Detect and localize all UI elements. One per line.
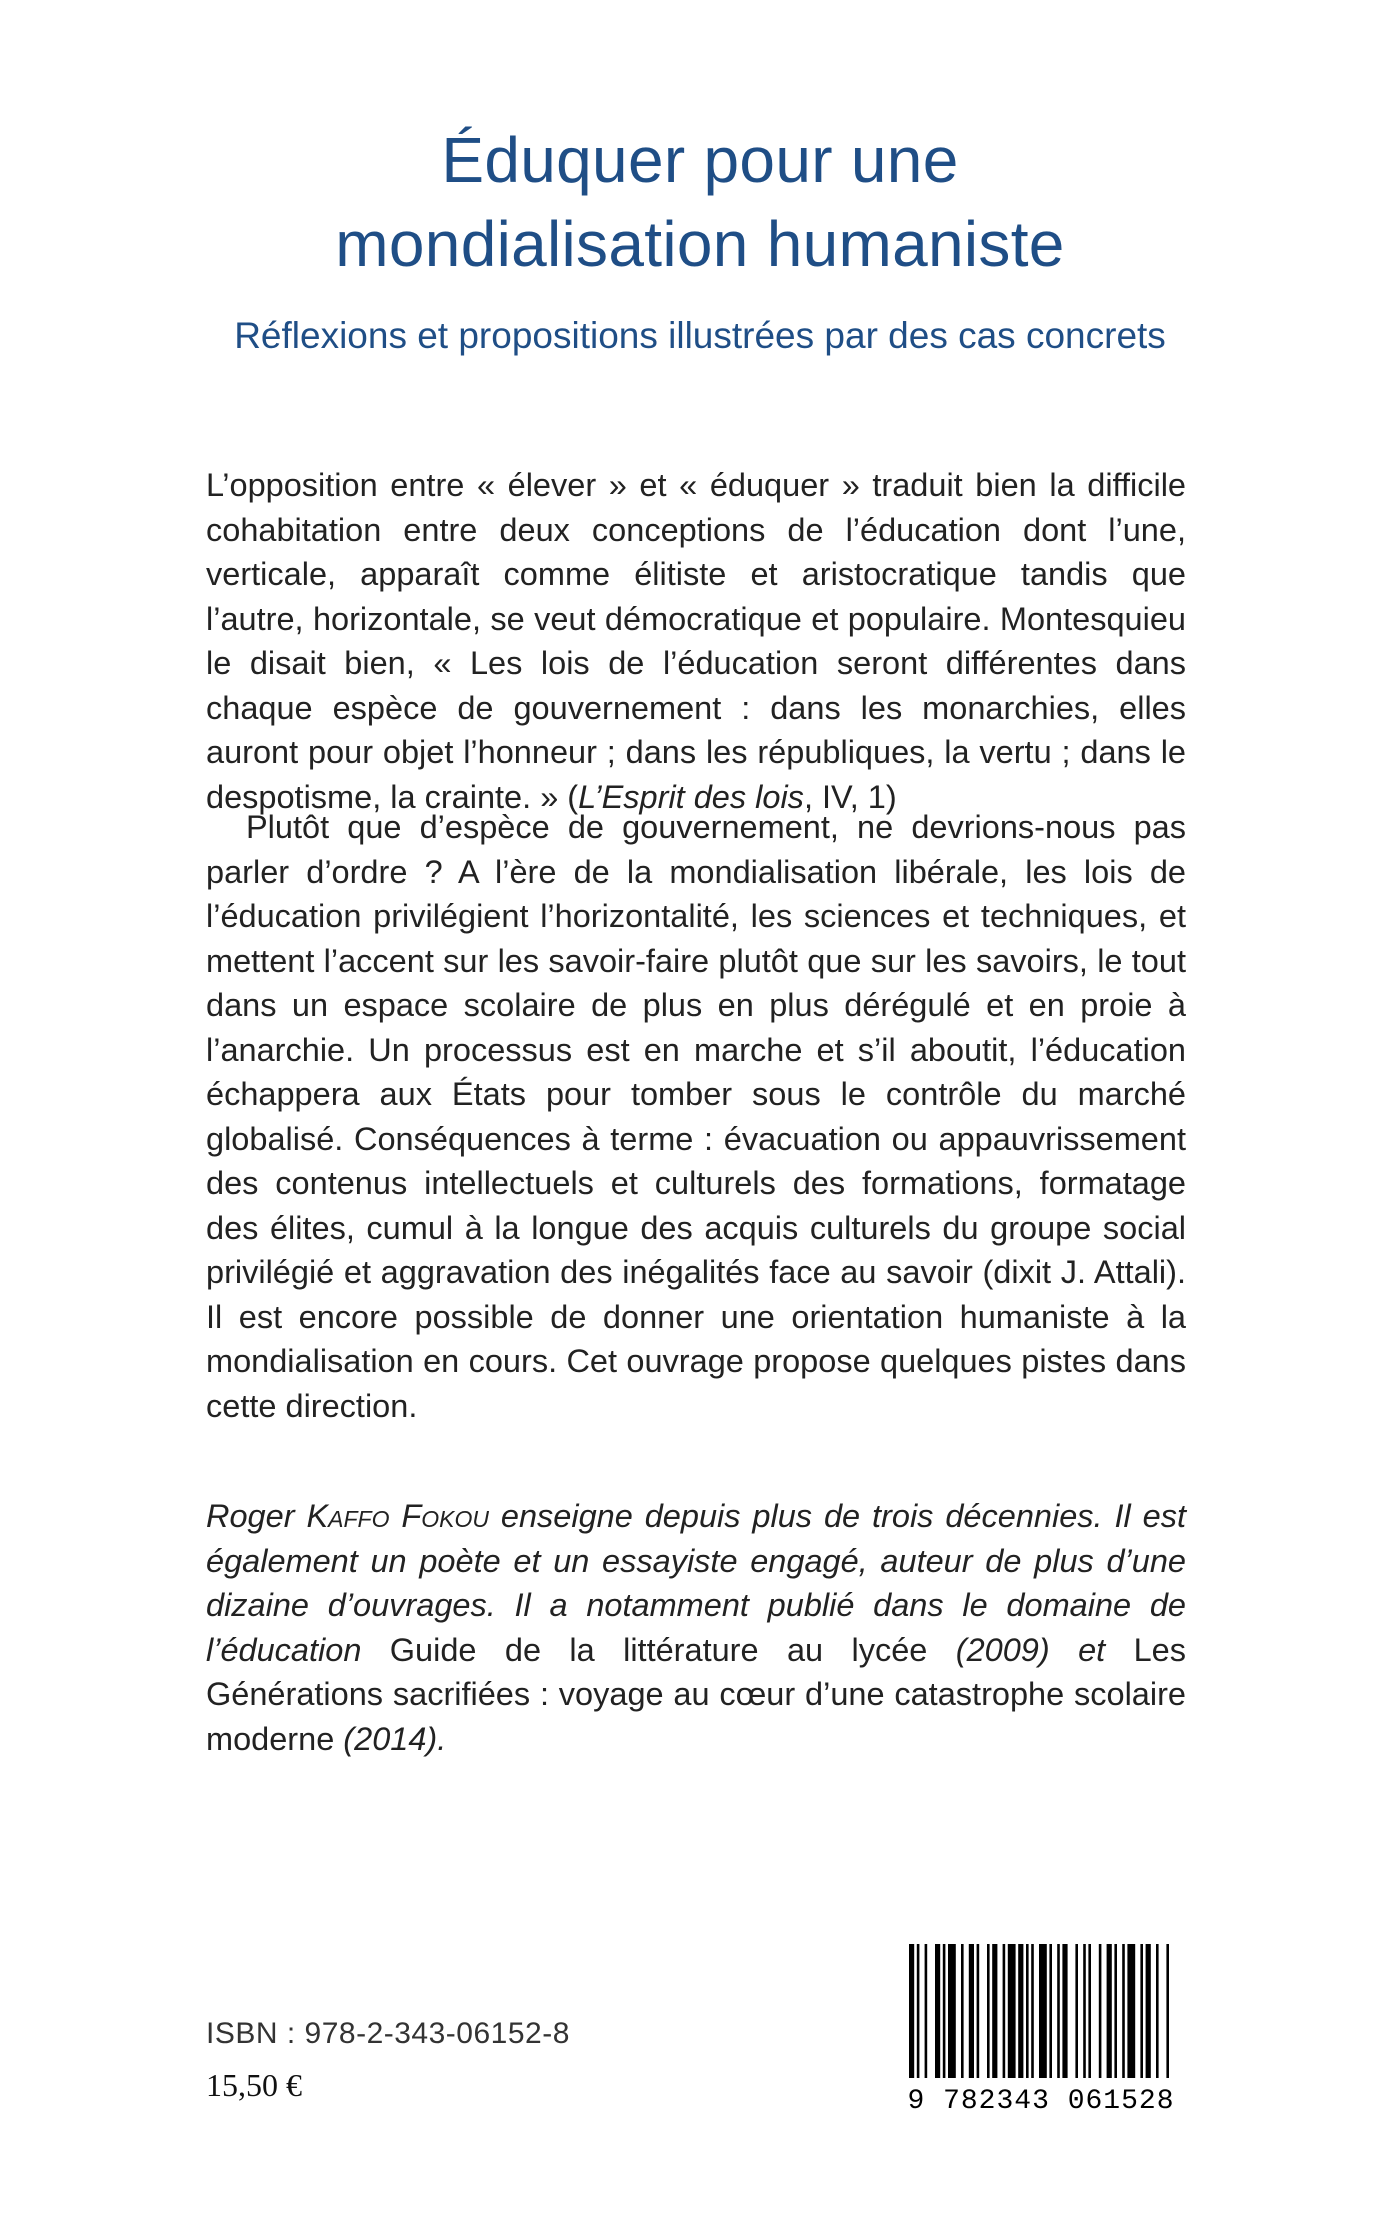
bio-text-c: (2014). <box>334 1720 447 1757</box>
barcode-bar <box>969 1944 974 2078</box>
barcode-bar <box>1099 1944 1102 2078</box>
barcode-bar <box>1088 1944 1091 2078</box>
barcode-bar <box>987 1944 990 2078</box>
bio-book-2: Les Générations sacrifiées : voyage au cœur d’une catastrophe scolaire moderne <box>206 1631 1186 1757</box>
barcode-bar <box>992 1944 997 2078</box>
barcode-bar <box>1075 1944 1078 2078</box>
book-title <box>0 118 1400 286</box>
summary-p1-citation: L’Esprit des lois <box>578 778 804 815</box>
author-bio <box>206 1494 1186 1761</box>
author-first-name: Roger <box>206 1498 295 1534</box>
barcode-digits: 9 782343 061528 <box>907 2086 1175 2117</box>
barcode-bar <box>961 1944 964 2078</box>
barcode-bar <box>943 1944 946 2078</box>
barcode-bar <box>1156 1944 1159 2078</box>
barcode-bar <box>1114 1944 1117 2078</box>
isbn-label: ISBN : 978-2-343-06152-8 <box>206 2017 570 2050</box>
summary-paragraph-1 <box>206 463 1186 819</box>
barcode-bar <box>1057 1944 1060 2078</box>
bio-text-a: enseigne depuis plus de trois décennies. Il est également un poète et un essayiste engagé, auteur de plus d’une dizaine d’ouvrages. Il a notamment publié dans le domaine de l’éducation <box>206 1498 1186 1668</box>
barcode-bar <box>1039 1944 1047 2078</box>
barcode-bar <box>1122 1944 1125 2078</box>
bio-text-b: (2009) et <box>927 1631 1134 1668</box>
price-label: 15,50 € <box>206 2067 302 2103</box>
barcode-bar <box>1049 1944 1052 2078</box>
barcode-bar <box>1127 1944 1135 2078</box>
barcode-bar <box>1146 1944 1151 2078</box>
author-last-name: Kaffo Fokou <box>306 1498 489 1534</box>
barcode-bar <box>1140 1944 1143 2078</box>
barcode-bar <box>948 1944 956 2078</box>
barcode-bar <box>1083 1944 1086 2078</box>
summary-p1-end: , IV, 1) <box>803 778 897 815</box>
barcode-bar <box>917 1944 920 2078</box>
barcode-bar <box>909 1944 914 2078</box>
barcode <box>903 1944 1179 2119</box>
title-line-1: Éduquer pour une <box>441 124 959 196</box>
summary-p1-text: L’opposition entre « élever » et « éduquer » traduit bien la difficile cohabitation entre deux conceptions de l’éducation dont l’une, verticale, apparaît comme élitiste et aristocratique tandis que l’autre, horizontale, se veut démocratique et populaire. Montesquieu le disait bien, « Les lois de l’éducation seront différentes dans chaque espèce de gouvernement : dans les monarchies, elles auront pour objet l’honneur ; dans les républiques, la vertu ; dans le despotisme, la crainte. » ( <box>206 467 1186 815</box>
barcode-bar <box>1031 1944 1034 2078</box>
barcode-bar <box>935 1944 940 2078</box>
barcode-bar <box>1107 1944 1112 2078</box>
barcode-bar <box>977 1944 980 2078</box>
barcode-bar <box>1008 1944 1016 2078</box>
barcode-bar <box>1003 1944 1006 2078</box>
title-line-2: mondialisation humaniste <box>335 208 1065 280</box>
barcode-bar <box>1062 1944 1067 2078</box>
summary-paragraph-2: Plutôt que d’espèce de gouvernement, ne devrions-nous pas parler d’ordre ? A l’ère de la mondialisation libérale, les lois de l’éducation privilégient l’horizontalité, les sciences et techniques, et mettent l’accent sur les savoir-faire plutôt que sur les savoirs, le tout dans un espace scolaire de plus en plus dérégulé et en proie à l’anarchie. Un processus est en marche et s’il aboutit, l’éducation échappera aux États pour tomber sous le contrôle du marché globalisé. Conséquences à terme : évacuation ou appauvrissement des contenus intellectuels et culturels des formations, formatage des élites, cumul à la longue des acquis culturels du groupe social privilégié et aggravation des inégalités face au savoir (dixit J. Attali). Il est encore possible de donner une orientation humaniste à la mondialisation en cours. Cet ouvrage propose quelques pistes dans cette direction. <box>206 809 1186 1424</box>
barcode-bar <box>1026 1944 1029 2078</box>
book-subtitle: Réflexions et propositions illustrées par des cas concrets <box>234 315 1166 356</box>
barcode-bar <box>1018 1944 1023 2078</box>
barcode-bars <box>903 1944 1179 2084</box>
barcode-bar <box>1166 1944 1169 2078</box>
barcode-bar <box>925 1944 928 2078</box>
bio-book-1: Guide de la littérature au lycée <box>389 1631 928 1668</box>
